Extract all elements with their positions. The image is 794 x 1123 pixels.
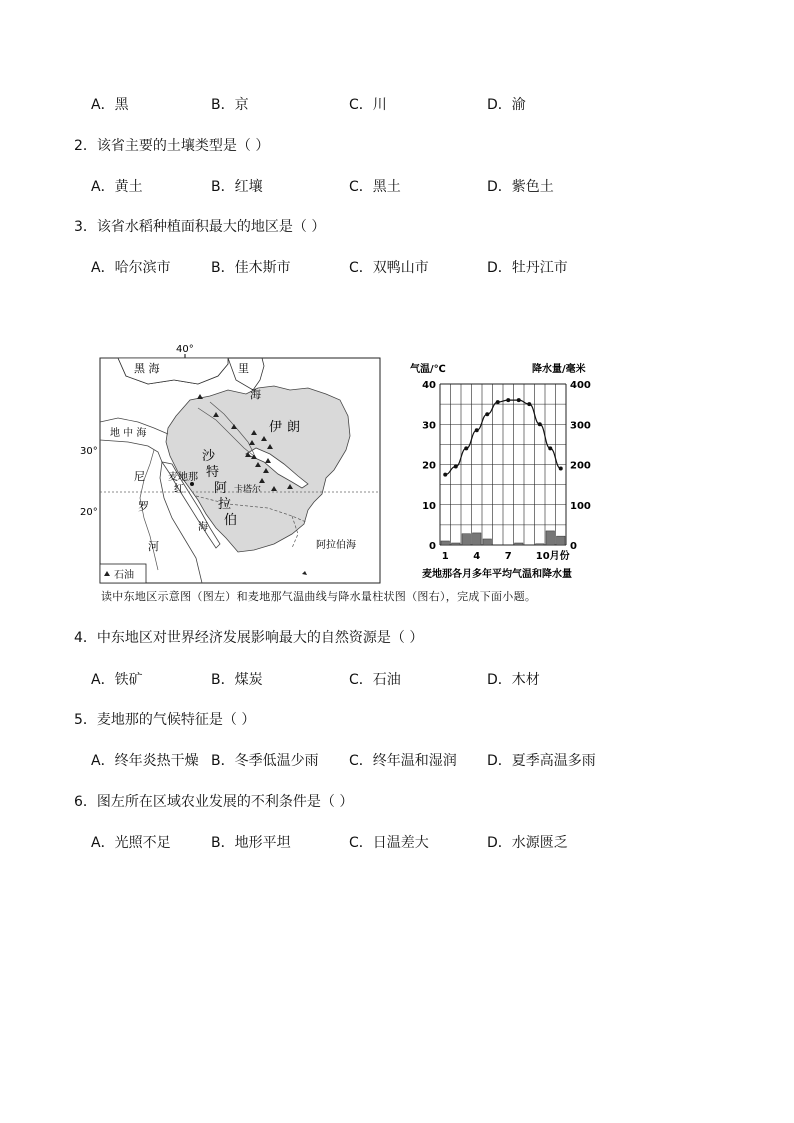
q2-options (91, 178, 691, 196)
label-saudi-5: 伯 (224, 513, 238, 528)
label-nile-3: 河 (148, 540, 159, 553)
y-left-label: 气温/℃ (410, 364, 446, 375)
q5-option-d[interactable]: D．夏季高温多雨 (487, 753, 596, 769)
q2-stem: 2．该省主要的土壤类型是（ ） (74, 138, 270, 154)
temperature-point (527, 402, 531, 406)
figure-caption: 读中东地区示意图（图左）和麦地那气温曲线与降水量柱状图（图右），完成下面小题。 (101, 590, 537, 603)
q5-option-b[interactable]: B．冬季低温少雨 (211, 753, 319, 769)
q5-option-a[interactable]: A．终年炎热干燥 (91, 753, 199, 769)
x-tick: 7 (504, 551, 512, 562)
y-left-tick: 30 (422, 420, 436, 432)
label-iran-1: 伊 (269, 420, 283, 435)
precipitation-bar (462, 534, 471, 545)
temperature-point (517, 398, 521, 402)
q6-option-b[interactable]: B．地形平坦 (211, 835, 291, 851)
q4-stem: 4．中东地区对世界经济发展影响最大的自然资源是（ ） (74, 630, 424, 646)
label-saudi-2: 特 (206, 465, 220, 480)
label-red-sea-1: 红 (174, 484, 184, 495)
q1-option-b[interactable]: B．京 (211, 97, 249, 113)
q4-option-a[interactable]: A．铁矿 (91, 672, 143, 688)
q3-options (91, 259, 691, 277)
y-left-tick: 10 (422, 500, 436, 512)
temperature-point (475, 428, 479, 432)
y-right-tick: 100 (570, 500, 591, 512)
q4-option-d[interactable]: D．木材 (487, 672, 540, 688)
precipitation-bar (483, 539, 492, 545)
middle-east-map (78, 338, 388, 588)
q6-option-a[interactable]: A．光照不足 (91, 835, 171, 851)
q1-option-d[interactable]: D．渝 (487, 97, 526, 113)
x-tick: 1 (441, 551, 449, 562)
map-lon-label: 40° (176, 344, 194, 355)
q1-option-a[interactable]: A．黑 (91, 97, 129, 113)
q6-stem: 6．图左所在区域农业发展的不利条件是（ ） (74, 794, 354, 810)
q3-stem: 3．该省水稻种植面积最大的地区是（ ） (74, 219, 326, 235)
label-black-sea: 黑 海 (134, 362, 160, 375)
label-nile-2: 罗 (138, 500, 149, 513)
label-arabian-sea: 阿拉伯海 (316, 540, 356, 551)
label-caspian-1: 里 (238, 362, 249, 375)
temperature-point (496, 400, 500, 404)
q3-option-b[interactable]: B．佳木斯市 (211, 260, 291, 276)
y-right-tick: 200 (570, 460, 591, 472)
climate-chart (410, 360, 610, 582)
q5-stem: 5．麦地那的气候特征是（ ） (74, 712, 256, 728)
temperature-point (464, 446, 468, 450)
precipitation-bar (441, 541, 450, 545)
q2-option-a[interactable]: A．黄土 (91, 179, 143, 195)
label-qatar: 卡塔尔 (234, 485, 262, 495)
precipitation-bar (515, 543, 524, 545)
y-right-tick: 300 (570, 420, 591, 432)
y-left-tick: 40 (422, 380, 436, 391)
legend-oil-label: 石油 (114, 570, 134, 581)
temperature-point (485, 412, 489, 416)
precipitation-bar (546, 531, 555, 545)
label-caspian-2: 海 (250, 388, 261, 401)
label-red-sea-2: 海 (198, 522, 208, 533)
label-saudi-1: 沙 (202, 449, 216, 464)
q4-option-b[interactable]: B．煤炭 (211, 672, 263, 688)
q4-option-c[interactable]: C．石油 (349, 672, 401, 688)
temperature-point (454, 465, 458, 469)
q3-option-d[interactable]: D．牡丹江市 (487, 260, 568, 276)
q6-option-c[interactable]: C．日温差大 (349, 835, 429, 851)
y-right-label: 降水量/毫米 (532, 364, 586, 375)
q1-option-c[interactable]: C．川 (349, 97, 387, 113)
precipitation-bar (557, 536, 566, 545)
temperature-point (538, 422, 542, 426)
y-left-tick: 0 (429, 541, 436, 552)
label-mediterranean: 地 中 海 (110, 428, 147, 439)
temperature-point (506, 398, 510, 402)
label-iran-2: 朗 (287, 420, 301, 435)
q2-option-b[interactable]: B．红壤 (211, 179, 263, 195)
q6-option-d[interactable]: D．水源匮乏 (487, 835, 568, 851)
q3-option-a[interactable]: A．哈尔滨市 (91, 260, 171, 276)
x-tick: 10月份 (535, 551, 570, 562)
q4-options (91, 671, 691, 689)
q1-options (91, 96, 691, 114)
y-left-tick: 20 (422, 460, 436, 472)
q3-option-c[interactable]: C．双鸭山市 (349, 260, 429, 276)
temperature-point (548, 446, 552, 450)
q5-options (91, 752, 691, 770)
q2-option-d[interactable]: D．紫色土 (487, 179, 554, 195)
precipitation-bar (452, 543, 461, 545)
map-lat-label-30: 30° (80, 446, 98, 457)
label-nile-1: 尼 (134, 470, 145, 483)
temperature-point (443, 473, 447, 477)
chart-title: 麦地那各月多年平均气温和降水量 (422, 569, 572, 580)
precipitation-bar (536, 544, 545, 545)
q6-options (91, 834, 691, 852)
label-saudi-4: 拉 (218, 497, 232, 512)
map-lat-label-20: 20° (80, 507, 98, 518)
temperature-point (559, 467, 563, 471)
label-saudi-3: 阿 (214, 481, 228, 496)
q2-option-c[interactable]: C．黑土 (349, 179, 401, 195)
y-right-tick: 400 (570, 380, 591, 391)
q5-option-c[interactable]: C．终年温和湿润 (349, 753, 457, 769)
x-tick: 4 (473, 551, 481, 562)
y-right-tick: 0 (570, 541, 577, 552)
label-medina: 麦地那 (168, 472, 198, 483)
precipitation-bar (473, 533, 482, 545)
